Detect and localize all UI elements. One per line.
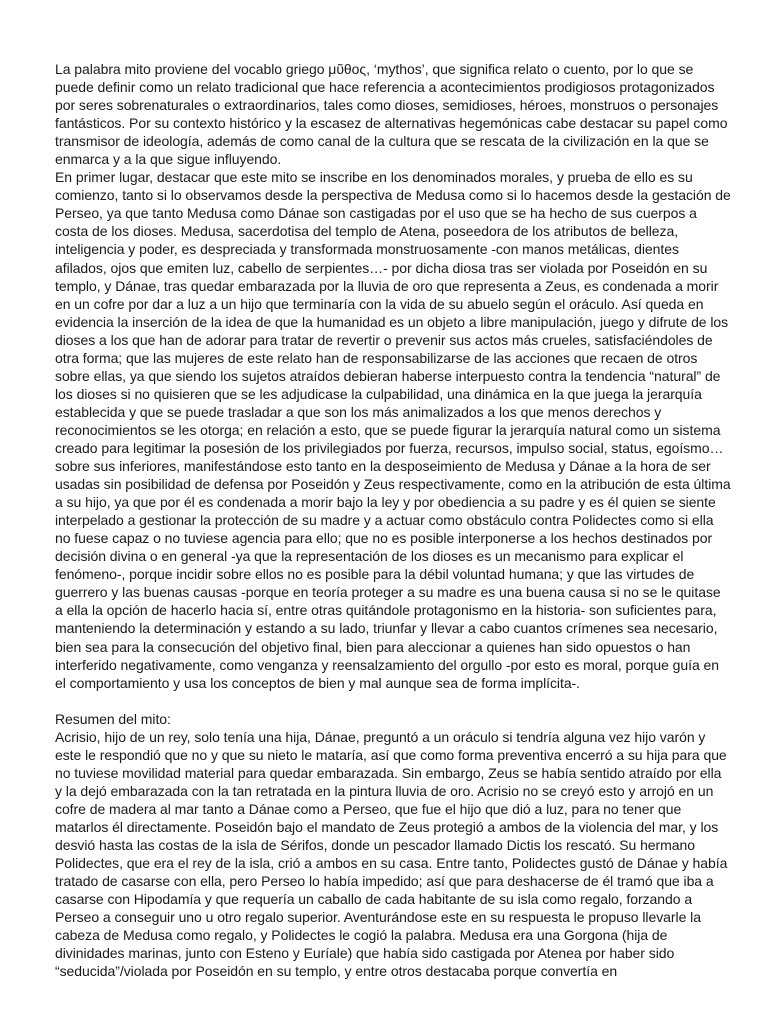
- section-heading-summary: Resumen del mito:: [55, 710, 171, 727]
- paragraph-analysis: En primer lugar, destacar que este mito se inscribe en los denominados morales, y prueba de ello es su comienzo, tanto si lo observamos desde la perspectiva de Medusa como si lo hacemos desde la gestación de Perseo, ya que tanto Medusa como Dánae son castigadas por el uso que se ha hecho de sus cuerpos a costa de los dioses. Medusa, sacerdotisa del templo de Atena, poseedora de los atributos de belleza, inteligencia y poder, es despreciada y transformada monstruosamente -con manos metálicas, dientes afilados, ojos que emiten luz, cabello de serpientes…- por dicha diosa tras ser violada por Poseidón en su templo, y Dánae, tras quedar embarazada por la lluvia de oro que representa a Zeus, es condenada a morir en un cofre por dar a luz a un hijo que terminaría con la vida de su abuelo según el oráculo. Así queda en evidencia la inserción de la idea de que la humanidad es un objeto a libre manipulación, juego y difrute de los dioses a los que han de adorar para tratar de revertir o prevenir sus actos más crueles, satisfaciéndoles de otra forma; que las mujeres de este relato han de responsabilizarse de las acciones que recaen de otros sobre ellas, ya que siendo los sujetos atraídos debieran haberse interpuesto contra la tendencia “natural” de los dioses si no quisieren que se les adjudicase la culpabilidad, una dinámica en la que juega la jerarquía establecida y que se puede trasladar a que son los más animalizados a los que menos derechos y reconocimientos se les otorga; en relación a esto, que se puede figurar la jerarquía natural como un sistema creado para legitimar la posesión de los privilegiados por fuerza, recursos, impulso social, status, egoísmo… sobre sus inferiores, manifestándose esto tanto en la desposeimiento de Medusa y Dánae a la hora de ser usadas sin posibilidad de defensa por Poseidón y Zeus respectivamente, como en la atribución de esta última a su hijo, ya que por él es condenada a morir bajo la ley y por obediencia a su padre y es él quien se siente interpelado a gestionar la protección de su madre y a actuar como obstáculo contra Polidectes como si ella no fuese capaz o no tuviese agencia para ello; que no es posible interponerse a los hechos destinados por decisión divina o en general -ya que la representación de los dioses es un mecanismo para explicar el fenómeno-, porque incidir sobre ellos no es posible para la débil voluntad humana; y que las virtudes de guerrero y las buenas causas -porque en teoría proteger a su madre es una buena causa si no se le quitase a ella la opción de hacerlo hacia sí, entre otras quitándole protagonismo en la historia- son suficientes para, manteniendo la determinación y estando a su lado, triunfar y llevar a cabo cuantos crímenes sea necesario, bien sea para la consecución del objetivo final, bien para aleccionar a quienes han sido opuestos o han interferido negativamente, como venganza y reensalzamiento del orgullo -por esto es moral, porque guía en el comportamiento y usa los conceptos de bien y mal aunque sea de forma implícita-.: [55, 169, 731, 691]
- paragraph-spacer: [55, 692, 731, 710]
- paragraph-intro: La palabra mito proviene del vocablo griego μῦθος, ‘mythos’, que significa relato o cuento, por lo que se puede definir como un relato tradicional que hace referencia a acontecimientos prodigiosos protagonizados por seres sobrenaturales o extraordinarios, tales como dioses, semidioses, héroes, monstruos o personajes fantásticos. Por su contexto histórico y la escasez de alternativas hegemónicas cabe destacar su papel como transmisor de ideología, además de como canal de la cultura que se rescata de la civilización en la que se enmarca y a la que sigue influyendo.: [55, 61, 728, 168]
- document-page: [55, 60, 731, 980]
- paragraph-summary: Acrisio, hijo de un rey, solo tenía una hija, Dánae, preguntó a un oráculo si tendría alguna vez hijo varón y este le respondió que no y que su nieto le mataría, así que como forma preventiva encerró a su hija para que no tuviese movilidad material para quedar embarazada. Sin embargo, Zeus se había sentido atraído por ella y la dejó embarazada con la tan retratada en la pintura lluvia de oro. Acrisio no se creyó esto y arrojó en un cofre de madera al mar tanto a Dánae como a Perseo, que fue el hijo que dió a luz, para no tener que matarlos él directamente. Poseidón bajo el mandato de Zeus protegió a ambos de la violencia del mar, y los desvió hasta las costas de la isla de Sérifos, donde un pescador llamado Dictis los rescató. Su hermano Polidectes, que era el rey de la isla, crió a ambos en su casa. Entre tanto, Polidectes gustó de Dánae y había tratado de casarse con ella, pero Perseo lo había impedido; así que para deshacerse de él tramó que iba a casarse con Hipodamía y que requería un caballo de cada habitante de su isla como regalo, forzando a Perseo a conseguir uno u otro regalo superior. Aventurándose este en su respuesta le propuso llevarle la cabeza de Medusa como regalo, y Polidectes le cogió la palabra. Medusa era una Gorgona (hija de divinidades marinas, junto con Esteno y Euríale) que había sido castigada por Atenea por haber sido “seducida”/violada por Poseidón en su templo, y entre otros destacaba porque convertía en: [55, 728, 728, 980]
